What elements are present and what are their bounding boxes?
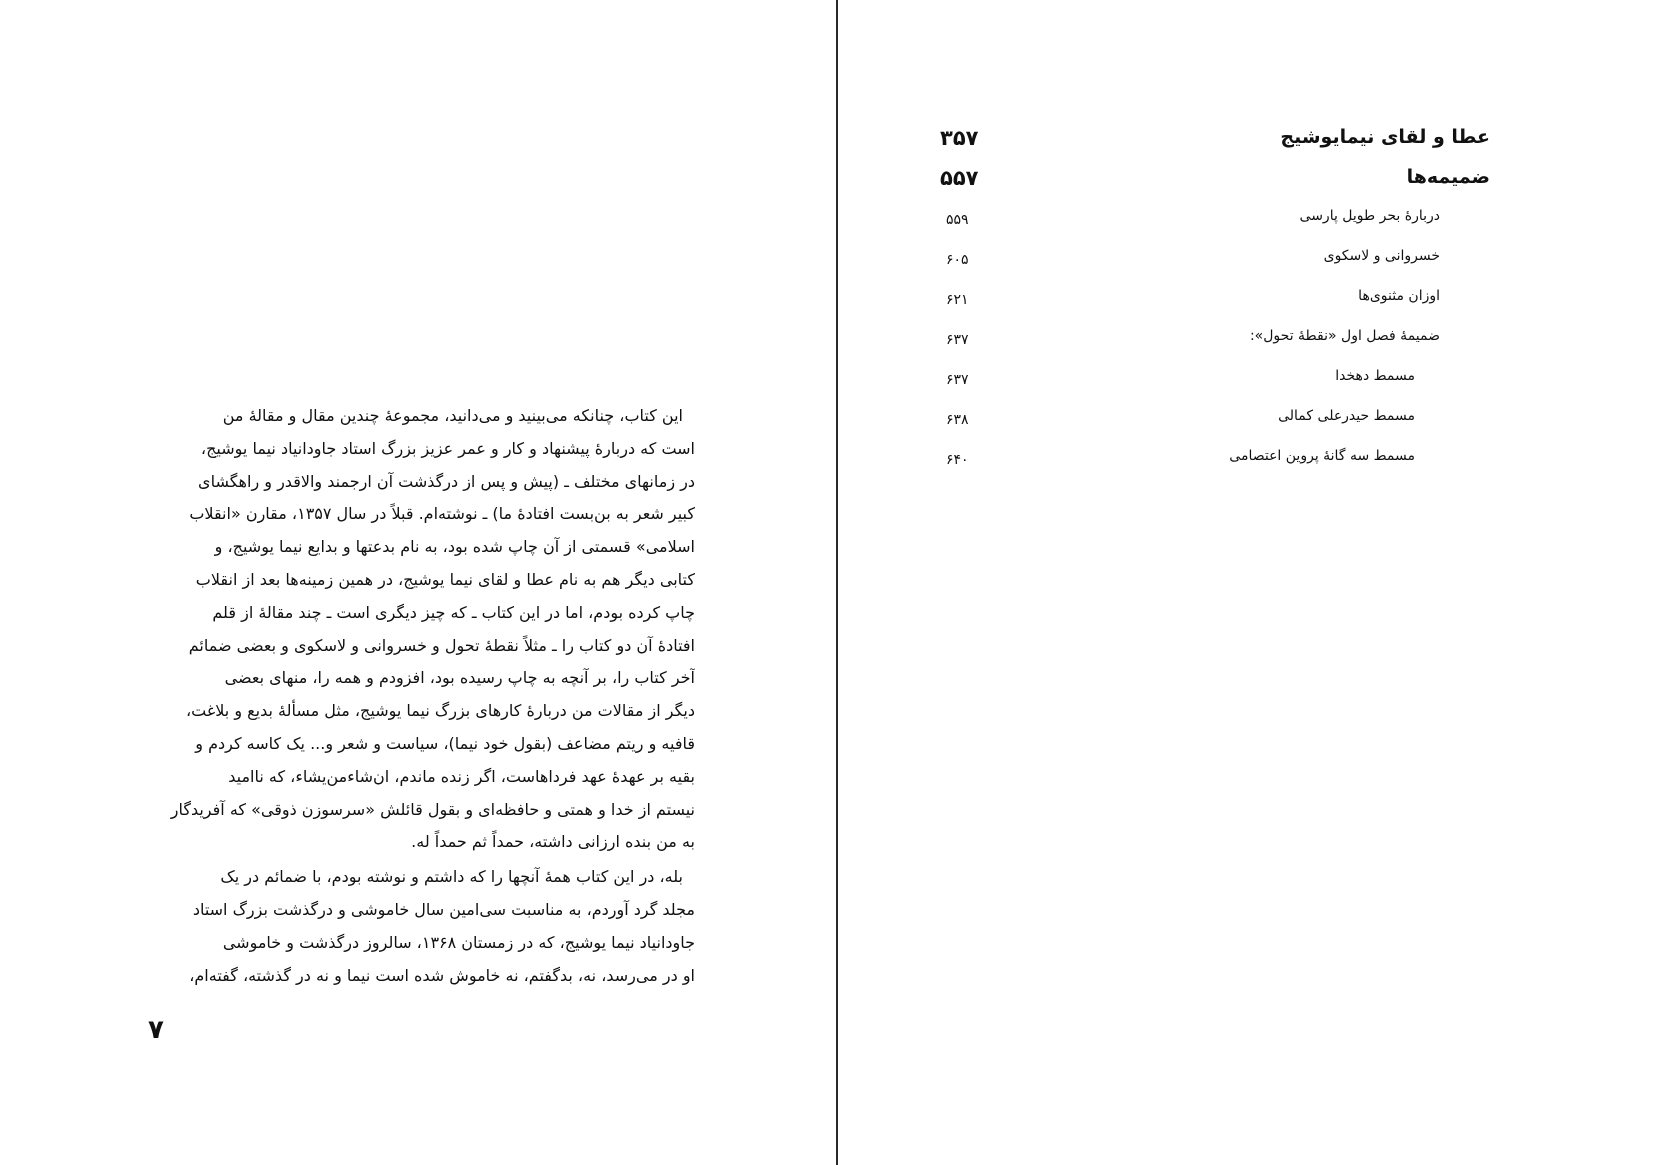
- toc-entry-page: ۶۲۱: [946, 292, 969, 308]
- text-line: این کتاب، چنانکه می‌بینید و می‌دانید، مجموعهٔ چندین مقال و مقالهٔ من: [222, 406, 683, 425]
- text-line: کتابی دیگر هم به نام عطا و لقای نیما یوشیج، در همین زمینه‌ها بعد از انقلاب: [195, 569, 695, 589]
- toc-entry-parvin[interactable]: [940, 448, 1490, 484]
- toc-entry-title: اوزان مثنوی‌ها: [1358, 288, 1440, 304]
- text-line: کبیر شعر به بن‌بست افتادهٔ ما) ـ نوشته‌ام. قبلاً در سال ۱۳۵۷، مقارن «انقلاب: [189, 504, 695, 524]
- toc-entry-title: خسروانی و لاسکوی: [1323, 248, 1440, 264]
- toc-entry-title: ضمیمهٔ فصل اول «نقطهٔ تحول»:: [1249, 328, 1440, 344]
- text-line: دیگر از مقالات من دربارهٔ کارهای بزرگ نیما یوشیج، مثل مسألهٔ بدیع و بلاغت،: [185, 701, 695, 721]
- toc-entry-ozan-masnavi[interactable]: [940, 288, 1490, 324]
- table-of-contents: [940, 120, 1490, 500]
- text-line: در زمانهای مختلف ـ (پیش و پس از درگذشت آن ارجمند والاقدر و راهگشای: [198, 471, 695, 491]
- text-line: بقیه بر عهدهٔ عهد فرداهاست، اگر زنده ماندم، ان‌شاءمن‌یشاء، که ناامید: [228, 766, 695, 786]
- text-line: نیستم از خدا و همتی و حافظه‌ای و بقول قائلش «سرسوزن ذوقی» که آفریدگار: [170, 799, 695, 819]
- toc-entry-title: مسمط سه گانهٔ پروین اعتصامی: [1229, 448, 1415, 464]
- text-line: بله، در این کتاب همهٔ آنچها را که داشتم و نوشته بودم، با ضمائم در یک: [220, 867, 683, 887]
- toc-entry-bahr-tavil[interactable]: [940, 208, 1490, 244]
- page-number-left: ۷: [148, 1015, 164, 1045]
- text-line: جاودانیاد نیما یوشیج، که در زمستان ۱۳۶۸، سالروز درگذشت و خاموشی: [222, 932, 695, 952]
- toc-entry-kamali[interactable]: [940, 408, 1490, 444]
- toc-entry-ata-va-laqa[interactable]: [940, 126, 1490, 162]
- text-line: به من بنده ارزانی داشته، حمداً ثم حمداً له.: [411, 832, 695, 852]
- toc-entry-title: عطا و لقای نیمایوشیج: [1280, 126, 1490, 148]
- text-line: چاپ کرده بودم، اما در این کتاب ـ که چیز دیگری است ـ چند مقالهٔ از قلم: [212, 602, 695, 622]
- toc-entry-title: مسمط دهخدا: [1335, 368, 1415, 384]
- left-page-body: [145, 400, 695, 992]
- toc-entry-appendices[interactable]: [940, 166, 1490, 202]
- text-line: آخر کتاب را، بر آنچه به چاپ رسیده بود، افزودم و همه را، منهای بعضی: [224, 668, 695, 688]
- toc-entry-page: ۶۳۸: [946, 412, 969, 428]
- toc-entry-page: ۶۳۷: [946, 372, 969, 388]
- toc-entry-khosravani[interactable]: [940, 248, 1490, 284]
- text-line: قافیه و ریتم مضاعف (بقول خود نیما)، سیاست و شعر و... یک کاسه کردم و: [195, 733, 695, 753]
- toc-entry-chapter-one-appendix[interactable]: [940, 328, 1490, 364]
- toc-entry-title: ضمیمه‌ها: [1406, 166, 1490, 188]
- toc-entry-dehkhoda[interactable]: [940, 368, 1490, 404]
- toc-entry-page: ۶۴۰: [946, 452, 969, 468]
- toc-entry-title: دربارهٔ بحر طویل پارسی: [1299, 208, 1440, 224]
- toc-entry-title: مسمط حیدرعلی کمالی: [1278, 408, 1415, 424]
- text-line: او در می‌رسد، نه، بدگفتم، نه خاموش شده است نیما و نه در گذشته، گفته‌ام،: [189, 965, 695, 985]
- text-line: مجلد گرد آوردم، به مناسبت سی‌امین سال خاموشی و درگذشت بزرگ استاد: [192, 899, 695, 919]
- text-line: است که دربارهٔ پیشنهاد و کار و عمر عزیز بزرگ استاد جاودانیاد نیما یوشیج،: [200, 438, 695, 458]
- toc-entry-page: ۵۵۹: [946, 212, 969, 228]
- paragraph-2: [145, 861, 695, 992]
- toc-entry-page: ۵۵۷: [940, 166, 979, 190]
- text-line: افتادهٔ آن دو کتاب را ـ مثلاً نقطهٔ تحول و خسروانی و لاسکوی و بعضی ضمائم: [188, 635, 695, 655]
- book-spine: [836, 0, 838, 1165]
- toc-entry-page: ۶۳۷: [946, 332, 969, 348]
- text-line: اسلامی» قسمتی از آن چاپ شده بود، به نام بدعتها و بدایع نیما یوشیج، و: [214, 537, 695, 557]
- paragraph-1: [145, 400, 695, 859]
- toc-entry-page: ۶۰۵: [946, 252, 969, 268]
- toc-entry-page: ۳۵۷: [940, 126, 979, 150]
